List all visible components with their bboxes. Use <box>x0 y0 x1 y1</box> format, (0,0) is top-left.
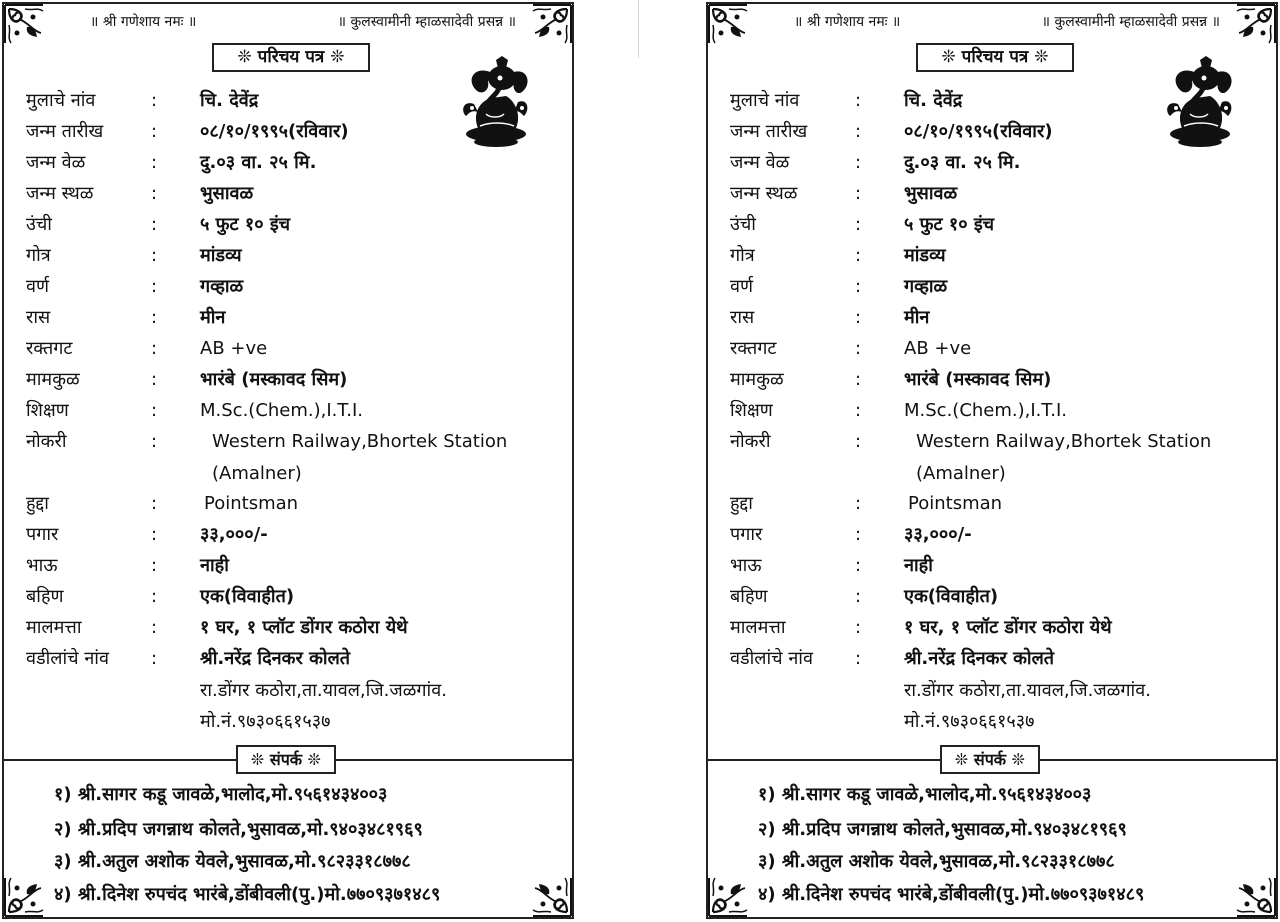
ornament-corner-icon <box>529 3 573 47</box>
detail-colon: : <box>855 214 862 235</box>
detail-label: जन्म स्थळ <box>730 183 798 204</box>
detail-label: जन्म वेळ <box>26 152 86 173</box>
detail-value: भुसावळ <box>200 183 254 204</box>
detail-label: रास <box>26 307 51 328</box>
job-continuation: (Amalner) <box>916 463 1006 484</box>
header-invocation-right: ॥ कुलस्वामीनी म्हाळसादेवी प्रसन्न ॥ <box>337 14 516 30</box>
detail-label: रक्तगट <box>26 338 73 359</box>
ornament-corner-icon <box>707 3 751 47</box>
contact-item: २) श्री.प्रदिप जगन्नाथ कोलते,भुसावळ,मो.९४०३४८१९६९ <box>54 819 423 840</box>
detail-colon: : <box>855 431 862 452</box>
detail-value: ३३,०००/- <box>200 524 268 545</box>
detail-value: एक(विवाहीत) <box>904 586 999 607</box>
detail-value: भारंबे (मस्कावद सिम) <box>200 369 348 390</box>
detail-colon: : <box>151 245 158 266</box>
detail-value: AB +ve <box>200 338 268 359</box>
detail-colon: : <box>855 524 862 545</box>
detail-label: मालमत्ता <box>730 617 786 638</box>
detail-label: मालमत्ता <box>26 617 82 638</box>
detail-colon: : <box>151 152 158 173</box>
biodata-card-left <box>2 2 574 919</box>
card-title: ❊ परिचय पत्र ❊ <box>916 43 1074 72</box>
detail-value: दु.०३ वा. २५ मि. <box>904 152 1021 173</box>
detail-value: M.Sc.(Chem.),I.T.I. <box>200 400 364 421</box>
detail-colon: : <box>151 338 158 359</box>
contact-item: ४) श्री.दिनेश रुपचंद भारंबे,डोंबीवली(पु.)मो.७७०९३७१४८९ <box>54 884 441 905</box>
detail-label: शिक्षण <box>26 400 69 421</box>
job-continuation: (Amalner) <box>212 463 302 484</box>
detail-label: पगार <box>26 524 59 545</box>
address-line: रा.डोंगर कठोरा,ता.यावल,जि.जळगांव. <box>904 680 1151 701</box>
detail-colon: : <box>151 431 158 452</box>
detail-value: एक(विवाहीत) <box>200 586 295 607</box>
ganesha-icon <box>456 54 530 148</box>
detail-label: मामकुळ <box>26 369 80 390</box>
phone-line: मो.नं.९७३०६६१५३७ <box>200 711 331 732</box>
detail-colon: : <box>855 586 862 607</box>
detail-value: गव्हाळ <box>904 276 948 297</box>
detail-value: नाही <box>200 555 229 576</box>
header-invocation-right: ॥ कुलस्वामीनी म्हाळसादेवी प्रसन्न ॥ <box>1041 14 1220 30</box>
detail-label: उंची <box>730 214 756 235</box>
detail-colon: : <box>855 617 862 638</box>
detail-value: श्री.नरेंद्र दिनकर कोलते <box>904 648 1055 669</box>
detail-colon: : <box>855 183 862 204</box>
detail-value: मीन <box>200 307 226 328</box>
detail-label: जन्म तारीख <box>26 121 104 142</box>
contact-title: ❊ संपर्क ❊ <box>940 745 1040 774</box>
ornament-corner-icon <box>1233 3 1277 47</box>
detail-value: ०८/१०/१९९५(रविवार) <box>904 121 1053 142</box>
detail-label: शिक्षण <box>730 400 773 421</box>
detail-value: भुसावळ <box>904 183 958 204</box>
detail-label: बहिण <box>26 586 64 607</box>
detail-colon: : <box>855 245 862 266</box>
detail-colon: : <box>151 493 158 514</box>
detail-value: चि. देवेंद्र <box>904 90 963 111</box>
ornament-corner-icon <box>3 874 47 918</box>
detail-label: नोकरी <box>26 431 67 452</box>
detail-colon: : <box>855 152 862 173</box>
detail-label: गोत्र <box>730 245 755 266</box>
detail-colon: : <box>151 183 158 204</box>
detail-colon: : <box>855 648 862 669</box>
biodata-card-right <box>706 2 1278 919</box>
contact-item: ३) श्री.अतुल अशोक येवले,भुसावळ,मो.९८२३३१८७७८ <box>758 851 1115 872</box>
detail-label: गोत्र <box>26 245 51 266</box>
detail-colon: : <box>151 617 158 638</box>
detail-value: १ घर, १ प्लॉट डोंगर कठोरा येथे <box>904 617 1112 638</box>
detail-label: भाऊ <box>730 555 762 576</box>
ornament-corner-icon <box>707 874 751 918</box>
header-invocation-left: ॥ श्री गणेशाय नमः ॥ <box>90 14 197 30</box>
detail-label: वर्ण <box>730 276 754 297</box>
detail-value: १ घर, १ प्लॉट डोंगर कठोरा येथे <box>200 617 408 638</box>
detail-colon: : <box>855 90 862 111</box>
contact-item: ३) श्री.अतुल अशोक येवले,भुसावळ,मो.९८२३३१८७७८ <box>54 851 411 872</box>
detail-label: हुद्दा <box>26 493 49 514</box>
detail-colon: : <box>151 586 158 607</box>
detail-value: ५ फुट १० इंच <box>904 214 995 235</box>
detail-colon: : <box>151 648 158 669</box>
detail-value: श्री.नरेंद्र दिनकर कोलते <box>200 648 351 669</box>
detail-value: M.Sc.(Chem.),I.T.I. <box>904 400 1068 421</box>
detail-value: Pointsman <box>908 493 1003 514</box>
detail-value: चि. देवेंद्र <box>200 90 259 111</box>
detail-label: मुलाचे नांव <box>26 90 96 111</box>
detail-label: वडीलांचे नांव <box>26 648 109 669</box>
ornament-corner-icon <box>529 874 573 918</box>
detail-colon: : <box>855 369 862 390</box>
detail-colon: : <box>855 400 862 421</box>
phone-line: मो.नं.९७३०६६१५३७ <box>904 711 1035 732</box>
detail-value: मीन <box>904 307 930 328</box>
detail-colon: : <box>855 276 862 297</box>
detail-colon: : <box>151 90 158 111</box>
header-invocation-left: ॥ श्री गणेशाय नमः ॥ <box>794 14 901 30</box>
detail-colon: : <box>151 214 158 235</box>
detail-colon: : <box>855 307 862 328</box>
detail-value: Western Railway,Bhortek Station <box>212 431 508 452</box>
detail-colon: : <box>855 555 862 576</box>
detail-label: मुलाचे नांव <box>730 90 800 111</box>
ornament-corner-icon <box>3 3 47 47</box>
detail-colon: : <box>151 121 158 142</box>
detail-label: उंची <box>26 214 52 235</box>
detail-value: मांडव्य <box>904 245 946 266</box>
ornament-corner-icon <box>1233 874 1277 918</box>
address-line: रा.डोंगर कठोरा,ता.यावल,जि.जळगांव. <box>200 680 447 701</box>
detail-colon: : <box>855 121 862 142</box>
detail-label: रास <box>730 307 755 328</box>
detail-colon: : <box>151 555 158 576</box>
detail-label: रक्तगट <box>730 338 777 359</box>
detail-colon: : <box>855 338 862 359</box>
contact-item: १) श्री.सागर कडू जावळे,भालोद,मो.९५६१४३४००३ <box>54 784 388 805</box>
detail-label: हुद्दा <box>730 493 753 514</box>
detail-label: मामकुळ <box>730 369 784 390</box>
detail-value: भारंबे (मस्कावद सिम) <box>904 369 1052 390</box>
detail-label: जन्म स्थळ <box>26 183 94 204</box>
detail-label: वर्ण <box>26 276 50 297</box>
contact-title: ❊ संपर्क ❊ <box>236 745 336 774</box>
detail-value: ३३,०००/- <box>904 524 972 545</box>
detail-label: जन्म तारीख <box>730 121 808 142</box>
detail-label: वडीलांचे नांव <box>730 648 813 669</box>
detail-colon: : <box>151 307 158 328</box>
detail-value: Pointsman <box>204 493 299 514</box>
detail-label: नोकरी <box>730 431 771 452</box>
page-divider-line <box>638 0 639 58</box>
detail-value: ५ फुट १० इंच <box>200 214 291 235</box>
detail-label: पगार <box>730 524 763 545</box>
contact-item: ४) श्री.दिनेश रुपचंद भारंबे,डोंबीवली(पु.)मो.७७०९३७१४८९ <box>758 884 1145 905</box>
detail-label: बहिण <box>730 586 768 607</box>
detail-value: Western Railway,Bhortek Station <box>916 431 1212 452</box>
detail-value: मांडव्य <box>200 245 242 266</box>
detail-value: नाही <box>904 555 933 576</box>
detail-label: भाऊ <box>26 555 58 576</box>
detail-colon: : <box>151 276 158 297</box>
detail-colon: : <box>855 493 862 514</box>
detail-value: AB +ve <box>904 338 972 359</box>
detail-colon: : <box>151 369 158 390</box>
card-title: ❊ परिचय पत्र ❊ <box>212 43 370 72</box>
contact-item: २) श्री.प्रदिप जगन्नाथ कोलते,भुसावळ,मो.९४०३४८१९६९ <box>758 819 1127 840</box>
detail-value: दु.०३ वा. २५ मि. <box>200 152 317 173</box>
detail-colon: : <box>151 524 158 545</box>
detail-colon: : <box>151 400 158 421</box>
detail-label: जन्म वेळ <box>730 152 790 173</box>
contact-item: १) श्री.सागर कडू जावळे,भालोद,मो.९५६१४३४००३ <box>758 784 1092 805</box>
detail-value: गव्हाळ <box>200 276 244 297</box>
ganesha-icon <box>1160 54 1234 148</box>
detail-value: ०८/१०/१९९५(रविवार) <box>200 121 349 142</box>
